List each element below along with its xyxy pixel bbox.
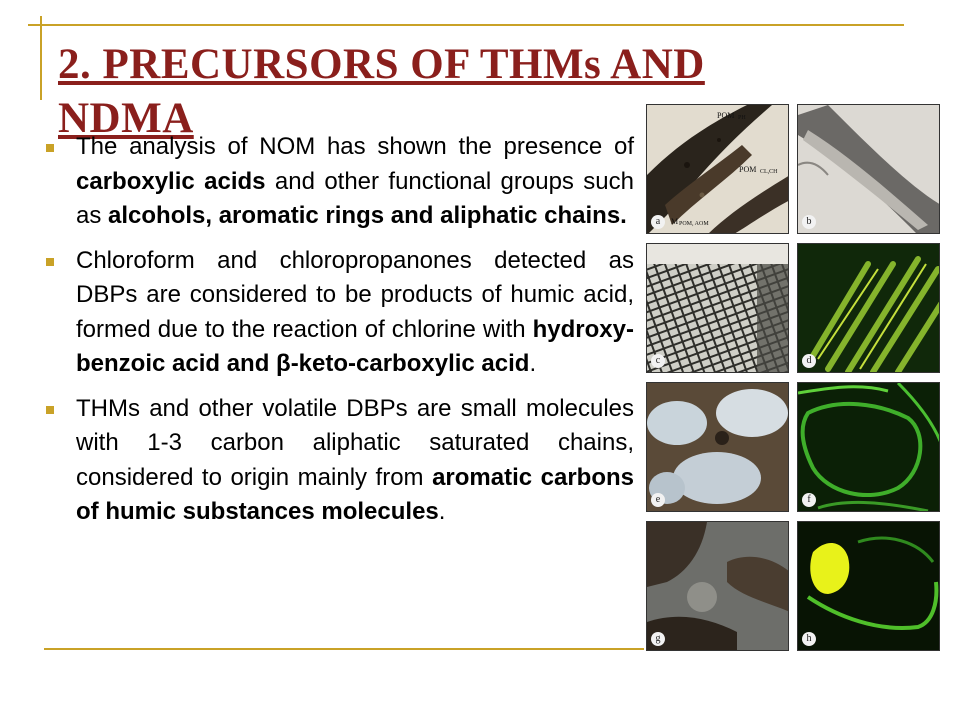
micrograph-c	[646, 243, 789, 373]
bullet-text-bold: hydroxy-benzoic acid and β-keto-carboxylic acid	[76, 315, 634, 377]
micrograph-f	[797, 382, 940, 512]
micrograph-a	[646, 104, 789, 234]
micrograph-label: a	[651, 215, 665, 229]
annotation-label: POM	[739, 165, 757, 174]
micrograph-label: d	[802, 354, 816, 368]
micrograph-e	[646, 382, 789, 512]
micrograph-grid	[646, 104, 940, 658]
annotation-label: M	[671, 217, 679, 226]
bullet-text	[76, 244, 634, 382]
micrograph-g-image	[647, 522, 789, 651]
square-bullet-icon	[46, 258, 54, 266]
micrograph-g	[646, 521, 789, 651]
bullet-text-bold: aromatic carbons of humic substances molecules	[76, 463, 634, 525]
micrograph-label: h	[802, 632, 816, 646]
annotation-label: POM, AOM	[679, 221, 709, 227]
bullet-list	[40, 130, 634, 540]
bullet-item	[40, 130, 634, 234]
micrograph-label: b	[802, 215, 816, 229]
bullet-text	[76, 130, 634, 234]
micrograph-f-image	[798, 383, 940, 512]
slide-title-line-1: 2. PRECURSORS OF THMs AND	[58, 41, 705, 88]
top-border-line	[28, 24, 904, 26]
square-bullet-icon	[46, 406, 54, 414]
left-border-line	[40, 16, 42, 100]
micrograph-c-image	[647, 244, 789, 373]
bullet-text	[76, 392, 634, 530]
bullet-text-part: .	[529, 350, 537, 377]
bullet-item	[40, 392, 634, 530]
bullet-text-part: .	[438, 498, 446, 525]
micrograph-label: f	[802, 493, 816, 507]
micrograph-label: c	[651, 354, 665, 368]
bullet-text-part: Chloroform and chloropropanones detected as DBPs are considered to be products of humic acid, formed due to the reaction of chlorine with	[76, 246, 634, 343]
micrograph-h	[797, 521, 940, 651]
annotation-label: PH	[738, 115, 746, 121]
bullet-item	[40, 244, 634, 382]
micrograph-b-image	[798, 105, 940, 234]
annotation-label: POM	[717, 111, 735, 120]
micrograph-e-image	[647, 383, 789, 512]
bullet-text-part: THMs and other volatile DBPs are small molecules with 1-3 carbon aliphatic saturated chains, considered to origin mainly from	[76, 394, 634, 491]
micrograph-b	[797, 104, 940, 234]
micrograph-h-image	[798, 522, 940, 651]
micrograph-label: g	[651, 632, 665, 646]
micrograph-label: e	[651, 493, 665, 507]
micrograph-d-image	[798, 244, 940, 373]
micrograph-d	[797, 243, 940, 373]
bullet-text-bold: alcohols, aromatic rings and aliphatic chains.	[108, 202, 627, 229]
annotation-label: CL,CH	[760, 169, 778, 175]
square-bullet-icon	[46, 144, 54, 152]
bottom-border-line	[44, 648, 644, 650]
bullet-text-part: and other functional groups such as	[76, 167, 634, 229]
bullet-text-part: The analysis of NOM has shown the presence of	[76, 133, 634, 160]
bullet-text-bold: carboxylic acids	[76, 167, 266, 195]
slide-title-line-2: NDMA	[58, 95, 194, 142]
